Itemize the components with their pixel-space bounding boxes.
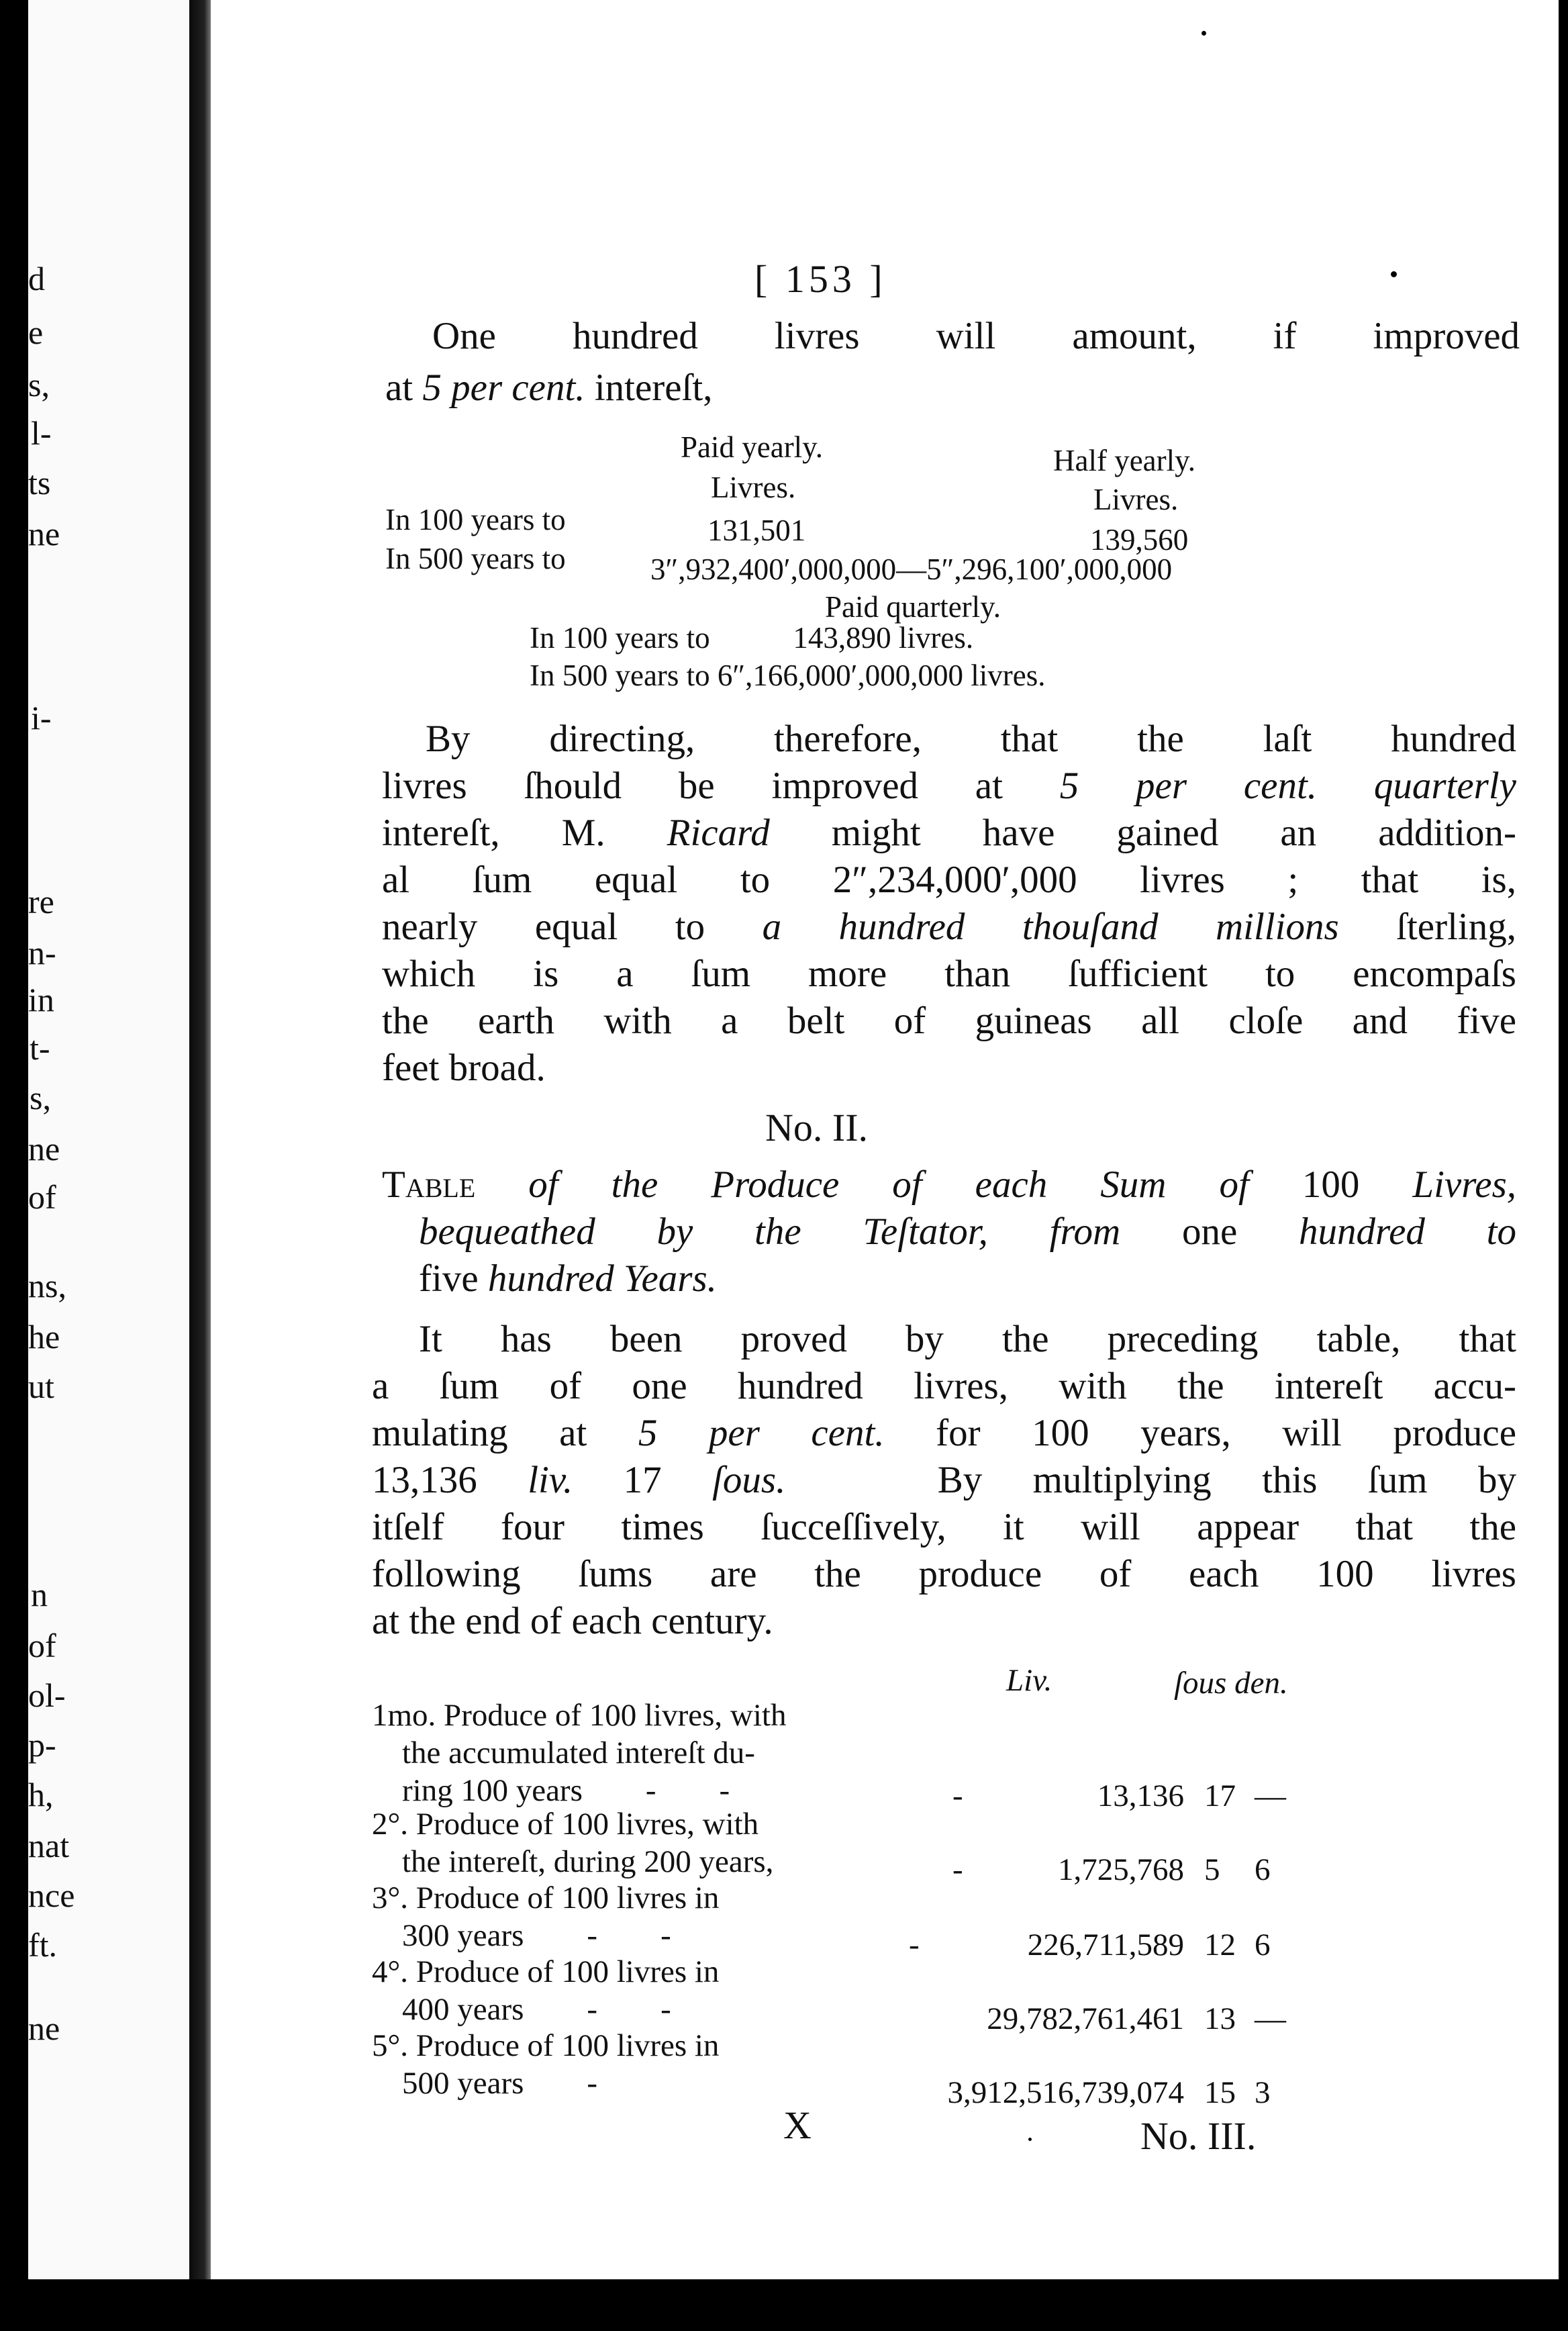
produce-sous-value: 13 [1204, 2001, 1236, 2036]
facing-page-fragment: ne [28, 1130, 60, 1168]
para2-line-6: following ſums are the produce of each 100 livres [372, 1553, 1516, 1595]
para2-line-7: at the end of each century. [372, 1600, 773, 1642]
book-gutter [189, 0, 211, 2279]
produce-row-label: 5°. Produce of 100 livres in [372, 2028, 720, 2063]
para1-line-3: intereſt, M. Ricard might have gained an addition- [382, 812, 1516, 854]
quarterly-row-500: In 500 years to 6″,166,000′,000,000 livres. [530, 659, 1046, 692]
scan-border-bottom [0, 2279, 1568, 2331]
produce-row-label: 4°. Produce of 100 livres in [372, 1954, 720, 1989]
table-title-line-1: Table of the Produce of each Sum of 100 Livres, [382, 1163, 1517, 1206]
produce-sous-value: 17 [1204, 1778, 1236, 1813]
paid-quarterly-label: Paid quarterly. [825, 590, 1001, 624]
para1-line-2: livres ſhould be improved at 5 per cent. quarterly [382, 765, 1516, 807]
produce-row-label: the intereſt, during 200 years, [402, 1844, 774, 1879]
livres-label-yearly: Livres. [711, 471, 796, 504]
para1-line-4: al ſum equal to 2″,234,000′,000 livres ; that is, [382, 859, 1516, 901]
para1-line-8: feet broad. [382, 1047, 546, 1089]
produce-liv-value: 29,782,761,461 [987, 2001, 1184, 2036]
para1-line-5: nearly equal to a hundred thouſand millions ſterling, [382, 906, 1516, 948]
produce-den-value: 6 [1255, 1852, 1271, 1887]
ink-speck [1028, 2138, 1032, 2141]
row-100-yearly: 131,501 [707, 514, 806, 547]
para1-line-7: the earth with a belt of guineas all cloſe and five [382, 1000, 1516, 1042]
book-page [211, 0, 1559, 2279]
facing-page-fragment: i- [31, 699, 52, 736]
produce-row-label: 3°. Produce of 100 livres in [372, 1881, 720, 1915]
para2-line-2: a ſum of one hundred livres, with the intereſt accu- [372, 1365, 1516, 1407]
facing-page-fragment: p- [28, 1726, 56, 1764]
produce-row-label: ring 100 years - - [402, 1773, 730, 1808]
leader-dash: - [952, 1852, 963, 1887]
leader-dash: - [952, 1778, 963, 1813]
ink-speck [1391, 271, 1397, 277]
page-number: [ 153 ] [754, 257, 887, 301]
produce-row-label: 300 years - - [402, 1918, 671, 1953]
facing-page-fragment: of [28, 1178, 56, 1216]
produce-liv-value: 13,136 [1097, 1778, 1184, 1813]
para1-line-1: By directing, therefore, that the laſt hundred [426, 718, 1516, 760]
produce-den-value: — [1255, 2001, 1286, 2036]
produce-den-value: 6 [1255, 1928, 1271, 1962]
facing-page-fragment: of [28, 1627, 56, 1664]
facing-page-edge [28, 0, 189, 2279]
intro-line-2: at 5 per cent. intereſt, [385, 367, 713, 409]
facing-page-fragment: ns, [28, 1267, 66, 1304]
produce-liv-value: 3,912,516,739,074 [947, 2075, 1184, 2110]
facing-page-fragment: ne [28, 2009, 60, 2047]
table-title-line-3: five hundred Years. [419, 1257, 717, 1300]
para1-line-6: which is a ſum more than ſufficient to encompaſs [382, 953, 1516, 995]
facing-page-fragment: he [28, 1318, 60, 1355]
intro-line-1: One hundred livres will amount, if improved [432, 315, 1520, 357]
produce-den-value: — [1255, 1778, 1286, 1813]
facing-page-fragment: ol- [28, 1676, 66, 1714]
produce-row-label: 400 years - - [402, 1992, 671, 2027]
facing-page-fragment: n- [28, 934, 56, 971]
paid-yearly-label: Paid yearly. [681, 430, 824, 464]
row-100-half: 139,560 [1090, 523, 1189, 557]
produce-sous-value: 12 [1204, 1928, 1236, 1962]
facing-page-fragment: ut [28, 1368, 54, 1405]
facing-page-fragment: s, [28, 366, 50, 403]
para2-line-3: mulating at 5 per cent. for 100 years, will produce [372, 1412, 1517, 1454]
facing-page-fragment: ne [28, 515, 60, 553]
produce-liv-value: 1,725,768 [1058, 1852, 1184, 1887]
produce-row-label: 500 years - [402, 2066, 598, 2101]
facing-page-fragment: l- [31, 414, 52, 452]
facing-page-fragment: nce [28, 1876, 75, 1914]
row-100-label: In 100 years to [385, 503, 566, 536]
col-header-liv: Liv. [1006, 1663, 1052, 1698]
produce-row-label: the accumulated intereſt du- [402, 1735, 755, 1770]
produce-den-value: 3 [1255, 2075, 1271, 2110]
produce-row-label: 2°. Produce of 100 livres, with [372, 1807, 759, 1842]
facing-page-fragment: nat [28, 1827, 70, 1864]
produce-row-label: 1mo. Produce of 100 livres, with [372, 1698, 787, 1733]
catchword: No. III. [1140, 2114, 1257, 2158]
livres-label-half: Livres. [1093, 483, 1179, 516]
section-heading: No. II. [765, 1106, 869, 1149]
table-title-line-2: bequeathed by the Teſtator, from one hundred to [419, 1210, 1516, 1253]
scan-border-left [0, 0, 28, 2331]
produce-liv-value: 226,711,589 [1027, 1928, 1184, 1962]
signature-mark: X [783, 2103, 812, 2147]
produce-sous-value: 15 [1204, 2075, 1236, 2110]
facing-page-fragment: e [28, 314, 44, 351]
scan-border-right [1559, 0, 1568, 2331]
para2-line-4: 13,136 liv. 17 ſous. By multiplying this ſum by [372, 1459, 1517, 1501]
row-500-label: In 500 years to [385, 542, 566, 575]
facing-page-fragment: s, [30, 1079, 51, 1116]
quarterly-row-100: In 100 years to 143,890 livres. [530, 621, 974, 655]
half-yearly-label: Half yearly. [1053, 444, 1195, 477]
para2-line-1: It has been proved by the preceding table, that [419, 1318, 1516, 1360]
produce-sous-value: 5 [1204, 1852, 1220, 1887]
row-500-values: 3″,932,400′,000,000—5″,296,100′,000,000 [650, 553, 1173, 586]
facing-page-fragment: in [28, 981, 54, 1018]
col-header-sous-den: ſous den. [1174, 1666, 1288, 1701]
facing-page-fragment: ft. [28, 1926, 58, 1964]
facing-page-fragment: ts [28, 464, 51, 502]
facing-page-fragment: t- [30, 1029, 50, 1067]
facing-page-fragment: d [28, 260, 45, 297]
leader-dash: - [909, 1928, 920, 1962]
facing-page-fragment: re [28, 883, 54, 920]
facing-page-fragment: n [31, 1576, 48, 1613]
para2-line-5: itſelf four times ſucceſſively, it will appear that the [372, 1506, 1516, 1548]
ink-speck [1202, 31, 1206, 36]
facing-page-fragment: h, [28, 1776, 54, 1813]
